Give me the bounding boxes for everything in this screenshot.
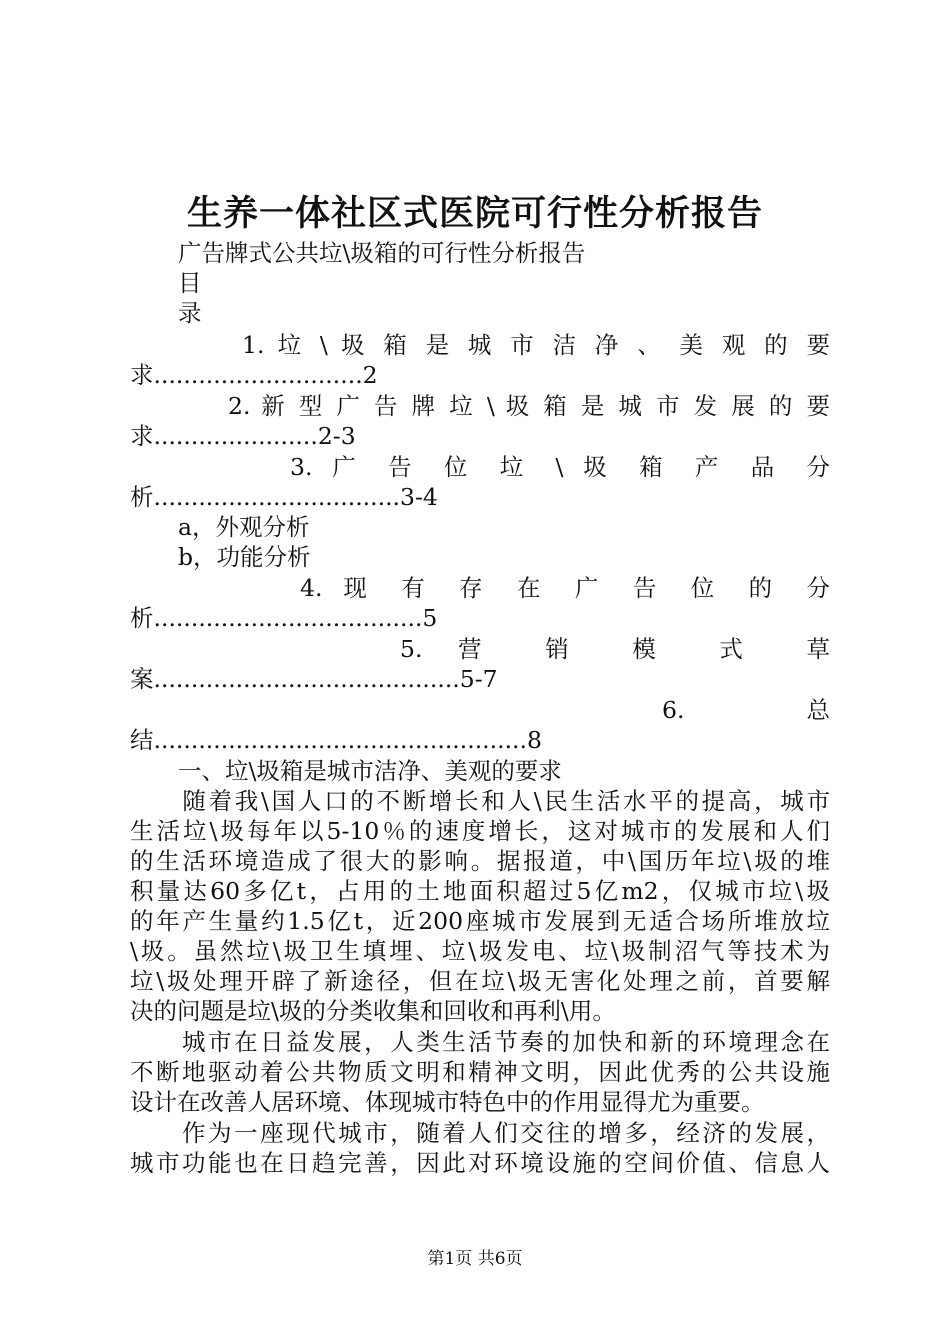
toc-item-1: 1. 垃 \ 圾 箱 是 城 市 洁 净 、 美 观 的 要 — [242, 331, 830, 359]
toc-item-4: 4. 现 有 存 在 广 告 位 的 分 — [300, 574, 830, 602]
paragraph-line: \圾。虽然垃\圾卫生填埋、垃\圾发电、垃\圾制沼气等技术为 — [130, 937, 830, 965]
toc-item-4-leader: 析....................................5 — [130, 604, 438, 632]
subtitle: 广告牌式公共垃\圾箱的可行性分析报告 — [178, 239, 586, 267]
toc-item-6: 6. 总 — [662, 696, 830, 724]
toc-item-a: a，外观分析 — [178, 513, 310, 541]
document-title: 生养一体社区式医院可行性分析报告 — [186, 194, 763, 234]
toc-heading-mu: 目 — [178, 269, 202, 297]
toc-heading-lu: 录 — [178, 299, 202, 327]
paragraph-line: 城市功能也在日趋完善，因此对环境设施的空间价值、信息人 — [130, 1149, 830, 1177]
paragraph-line: 决的问题是垃\圾的分类收集和回收和再利\用。 — [130, 997, 616, 1025]
toc-item-2: 2. 新 型 广 告 牌 垃 \ 圾 箱 是 城 市 发 展 的 要 — [228, 392, 830, 420]
toc-item-2-leader: 求......................2-3 — [130, 422, 356, 450]
toc-item-b: b，功能分析 — [178, 543, 311, 571]
paragraph-line: 随着我\国人口的不断增长和人\民生活水平的提高，城市 — [130, 787, 830, 815]
paragraph-line: 作为一座现代城市，随着人们交往的增多，经济的发展， — [130, 1119, 830, 1147]
paragraph-line: 生活垃\圾每年以5-10％的速度增长，这对城市的发展和人们 — [130, 817, 830, 845]
toc-item-5-leader: 案.........................................5-7 — [130, 665, 498, 693]
paragraph-line: 设计在改善人居环境、体现城市特色中的作用显得尤为重要。 — [130, 1088, 765, 1116]
paragraph-line: 城市在日益发展，人类生活节奏的加快和新的环境理念在 — [130, 1028, 830, 1056]
paragraph-line: 的生活环境造成了很大的影响。据报道，中\国历年垃\圾的堆 — [130, 847, 830, 875]
paragraph-line: 不断地驱动着公共物质文明和精神文明，因此优秀的公共设施 — [130, 1058, 830, 1086]
toc-item-3-leader: 析.................................3-4 — [130, 483, 438, 511]
toc-item-1-leader: 求............................2 — [130, 361, 378, 389]
paragraph-line: 积量达60多亿t，占用的土地面积超过5亿m2，仅城市垃\圾 — [130, 877, 830, 905]
section-heading: 一、垃\圾箱是城市洁净、美观的要求 — [178, 757, 562, 785]
toc-item-3: 3. 广 告 位 垃 \ 圾 箱 产 品 分 — [290, 453, 830, 481]
toc-item-6-leader: 结..................................................8 — [130, 726, 542, 754]
paragraph-line: 垃\圾处理开辟了新途径，但在垃\圾无害化处理之前，首要解 — [130, 967, 830, 995]
paragraph-line: 的年产生量约1.5亿t，近200座城市发展到无适合场所堆放垃 — [130, 907, 830, 935]
toc-item-5: 5. 营 销 模 式 草 — [400, 635, 830, 663]
page-footer: 第1页 共6页 — [427, 1249, 523, 1269]
